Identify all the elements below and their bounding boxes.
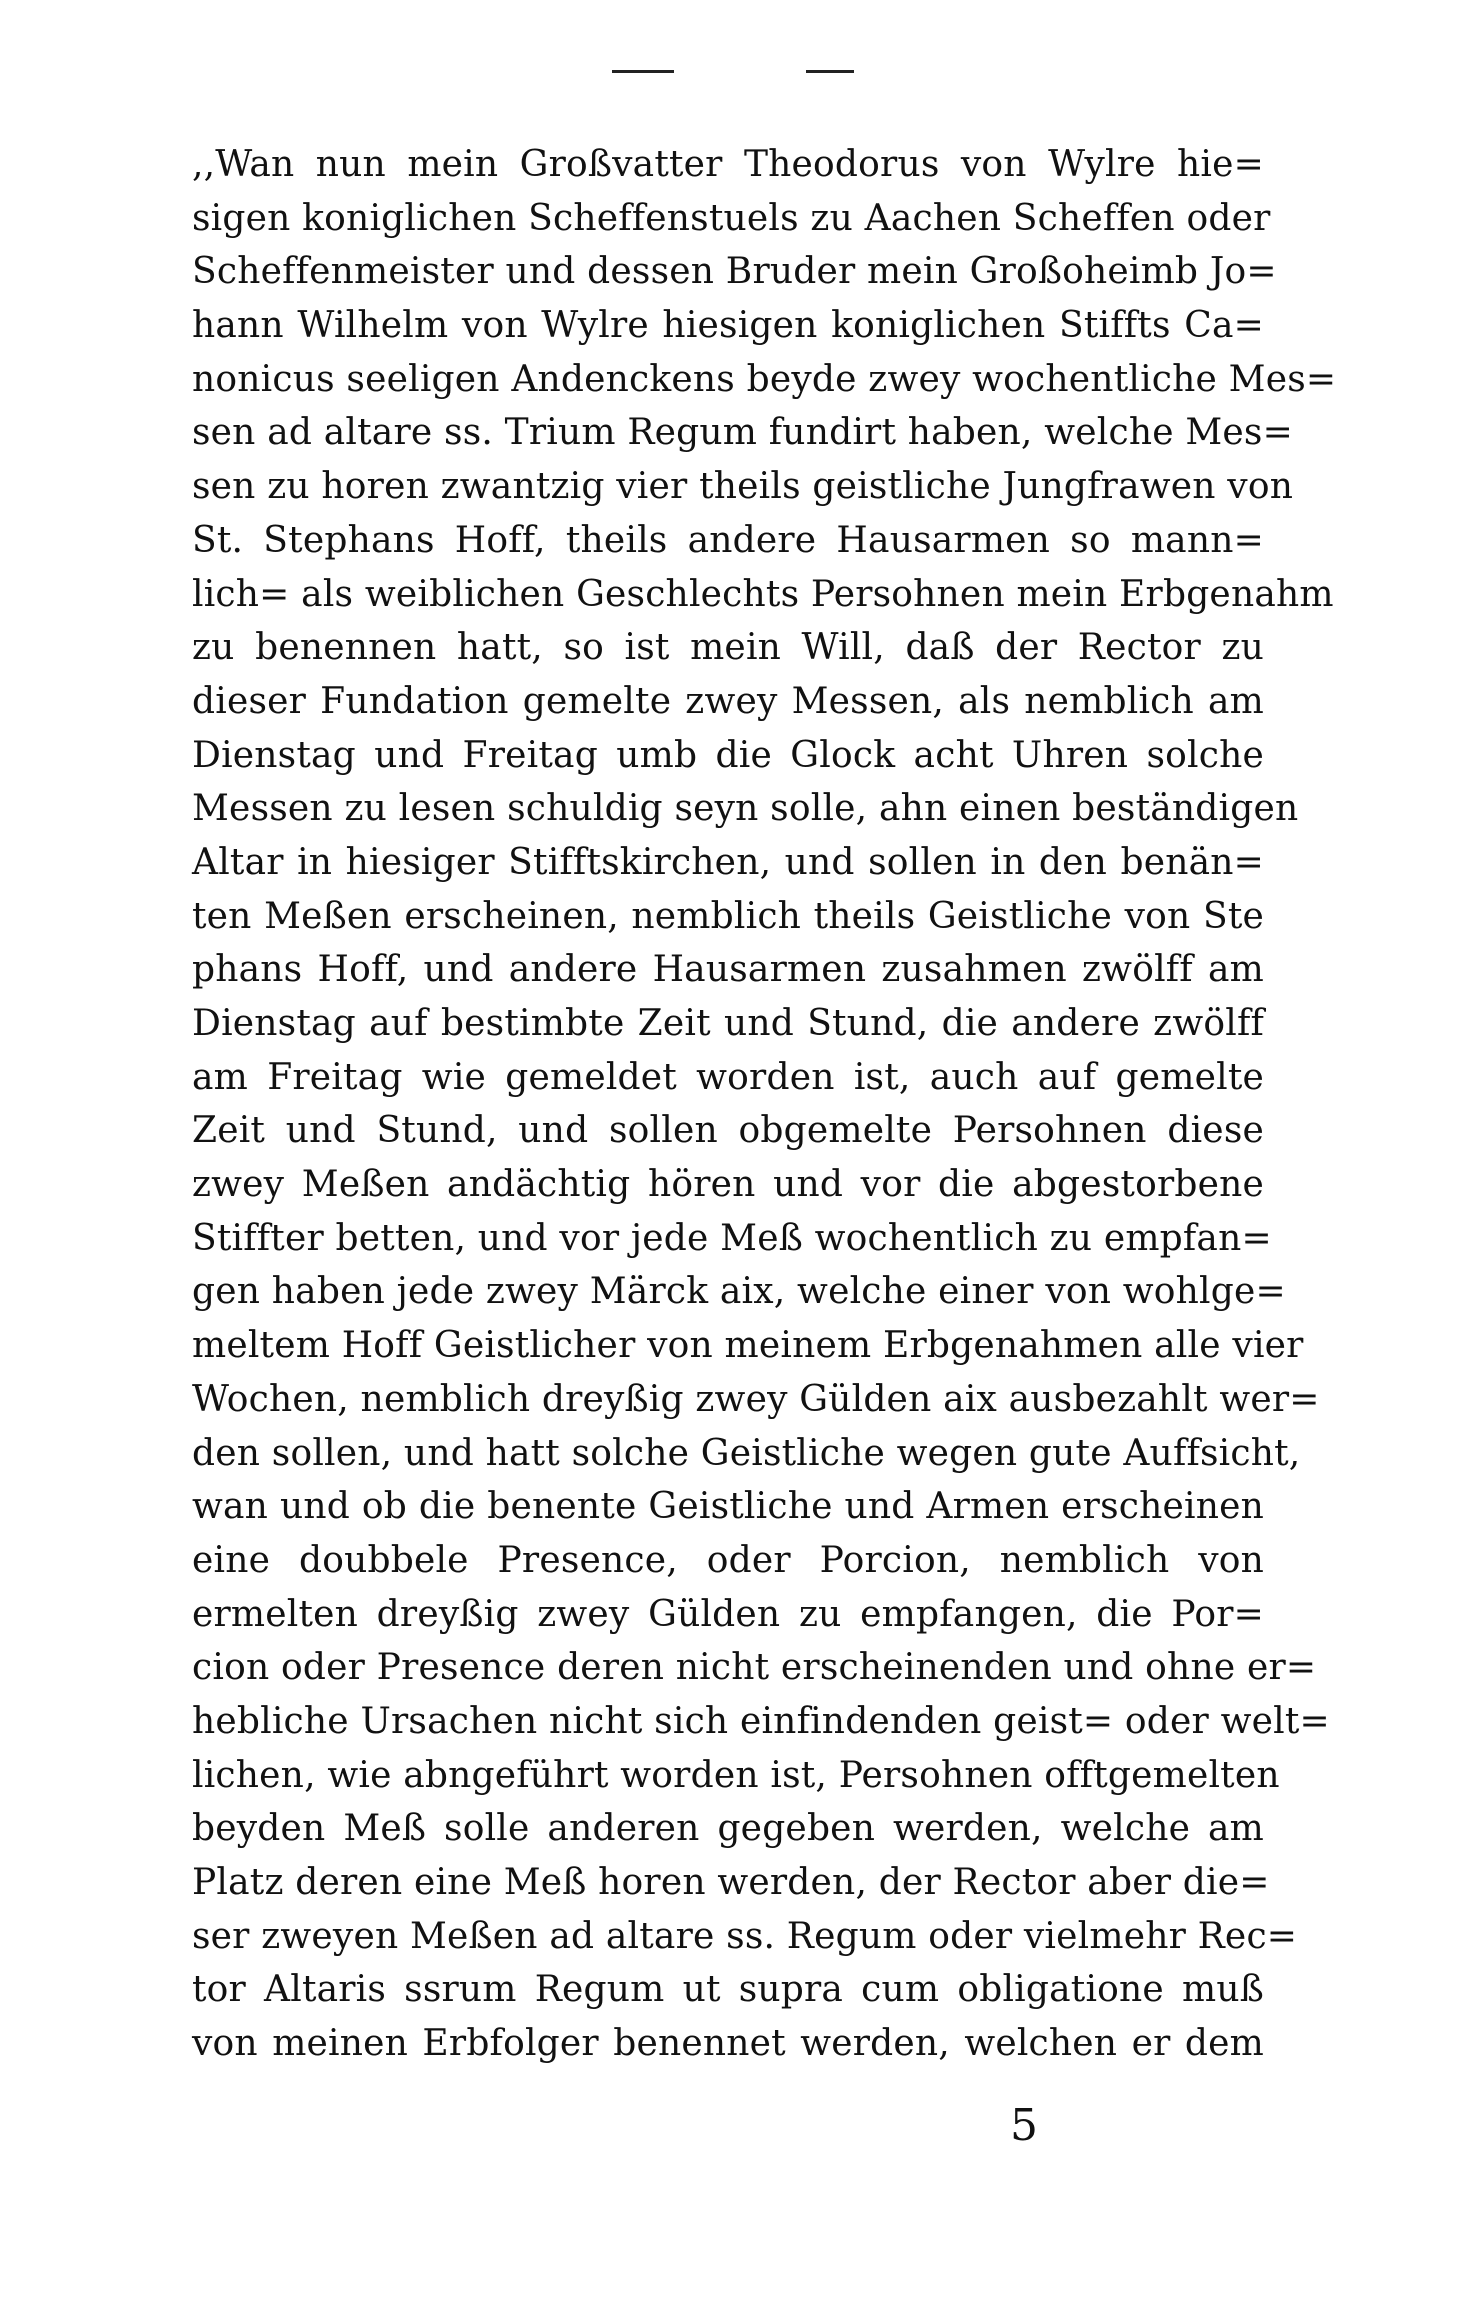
- header-rule-left: [612, 70, 674, 73]
- text-line: ,,Wan nun mein Großvatter Theodorus von Wylre hie=: [192, 144, 1264, 185]
- text-line: cion oder Presence deren nicht erscheinenden und ohne er=: [192, 1647, 1317, 1689]
- text-line: Altar in hiesiger Stifftskirchen, und sollen in den benän=: [192, 841, 1264, 883]
- text-line: ser zweyen Meßen ad altare ss. Regum oder vielmehr Rec=: [192, 1915, 1298, 1957]
- page-number: 5: [1010, 2100, 1038, 2151]
- text-line: beyden Meß solle anderen gegeben werden, welche am: [192, 1808, 1264, 1850]
- text-line: Wochen, nemblich dreyßig zwey Gülden aix ausbezahlt wer=: [192, 1378, 1320, 1420]
- text-line: Dienstag auf bestimbte Zeit und Stund, die andere zwölff: [192, 1003, 1264, 1044]
- text-line: Scheffenmeister und dessen Bruder mein Großoheimb Jo=: [192, 251, 1277, 293]
- text-line: zu benennen hatt, so ist mein Will, daß der Rector zu: [192, 627, 1264, 669]
- text-line: Platz deren eine Meß horen werden, der Rector aber die=: [192, 1862, 1270, 1903]
- text-line: Zeit und Stund, und sollen obgemelte Persohnen diese: [192, 1110, 1264, 1152]
- text-line: sigen koniglichen Scheffenstuels zu Aachen Scheffen oder: [192, 197, 1271, 239]
- text-line: hebliche Ursachen nicht sich einfindenden geist= oder welt=: [192, 1700, 1330, 1742]
- text-line: zwey Meßen andächtig hören und vor die abgestorbene: [192, 1164, 1264, 1206]
- text-line: am Freitag wie gemeldet worden ist, auch auf gemelte: [192, 1056, 1264, 1098]
- text-line: tor Altaris ssrum Regum ut supra cum obligatione muß: [192, 1969, 1264, 2011]
- text-line: Stiffter betten, und vor jede Meß wochentlich zu empfan=: [192, 1217, 1272, 1259]
- text-line: den sollen, und hatt solche Geistliche wegen gute Auffsicht,: [192, 1432, 1301, 1474]
- body-text: [192, 138, 1337, 2071]
- text-line: Dienstag und Freitag umb die Glock acht Uhren solche: [192, 734, 1264, 776]
- text-line: sen ad altare ss. Trium Regum fundirt haben, welche Mes=: [192, 412, 1293, 454]
- text-line: sen zu horen zwantzig vier theils geistliche Jungfrawen von: [192, 466, 1294, 508]
- text-line: dieser Fundation gemelte zwey Messen, als nemblich am: [192, 680, 1264, 722]
- text-line: ermelten dreyßig zwey Gülden zu empfangen, die Por=: [192, 1593, 1264, 1635]
- text-line: wan und ob die benente Geistliche und Armen erscheinen: [192, 1486, 1264, 1528]
- text-line: Messen zu lesen schuldig seyn solle, ahn einen beständigen: [192, 788, 1299, 830]
- header-rule-right: [806, 70, 854, 73]
- text-line: lichen, wie abngeführt worden ist, Persohnen offtgemelten: [192, 1754, 1280, 1796]
- text-line: hann Wilhelm von Wylre hiesigen koniglichen Stiffts Ca=: [192, 305, 1264, 347]
- text-line: eine doubbele Presence, oder Porcion, nemblich von: [192, 1539, 1264, 1581]
- text-line: meltem Hoff Geistlicher von meinem Erbgenahmen alle vier: [192, 1325, 1304, 1367]
- text-line: gen haben jede zwey Märck aix, welche einer von wohlge=: [192, 1271, 1286, 1313]
- text-line: phans Hoff, und andere Hausarmen zusahmen zwölff am: [192, 949, 1264, 991]
- text-line: von meinen Erbfolger benennet werden, welchen er dem: [192, 2023, 1264, 2065]
- text-line: ten Meßen erscheinen, nemblich theils Geistliche von Ste: [192, 895, 1264, 937]
- text-line: nonicus seeligen Andenckens beyde zwey wochentliche Mes=: [192, 358, 1337, 400]
- text-line: St. Stephans Hoff, theils andere Hausarmen so mann=: [192, 519, 1264, 561]
- text-line: lich= als weiblichen Geschlechts Persohnen mein Erbgenahm: [192, 573, 1334, 615]
